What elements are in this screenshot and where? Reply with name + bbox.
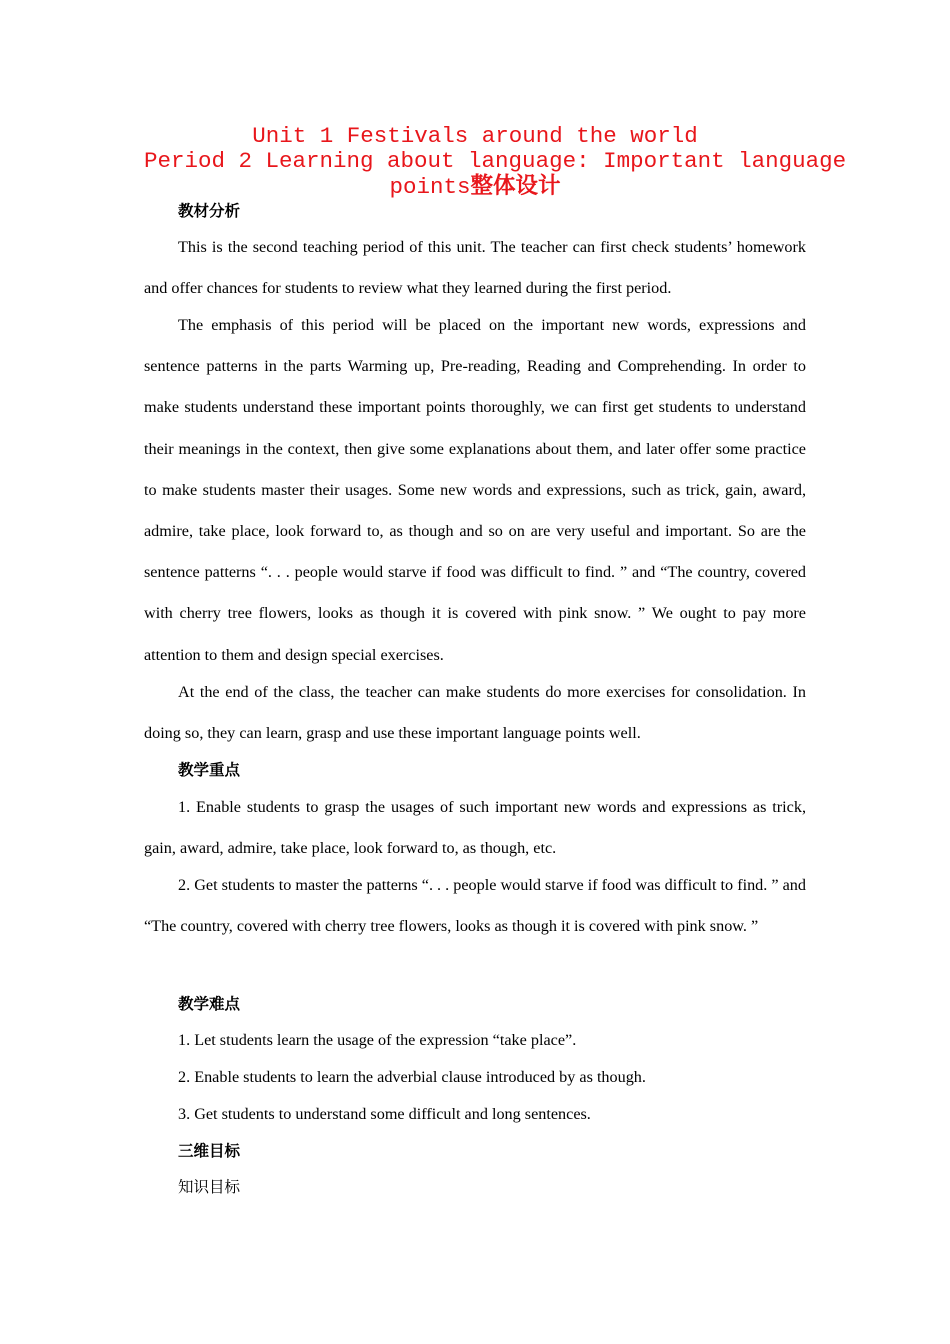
title-line-3-cjk: 整体设计	[470, 173, 561, 199]
title-line-2: Period 2 Learning about language: Important language	[144, 148, 847, 174]
analysis-paragraph-3: At the end of the class, the teacher can make students do more exercises for consolidation. In doing so, they can learn, grasp and use these important language points well.	[144, 683, 806, 743]
difficult-point-3: 3. Get students to understand some difficult and long sentences.	[178, 1105, 591, 1123]
heading-key-points: 教学重点	[178, 761, 241, 779]
analysis-paragraph-2: The emphasis of this period will be placed on the important new words, expressions and sentence patterns in the parts Warming up, Pre-reading, Reading and Comprehending. In order to make students understand these important points thoroughly, we can first get students to understand their meanings in the context, then give some explanations about them, and later offer some practice to make students master their usages. Some new words and expressions, such as trick, gain, award, admire, take place, look forward to, as though and so on are very useful and important. So are the sentence patterns “. . . people would starve if food was difficult to find. ” and “The country, covered with cherry tree flowers, looks as though it is covered with pink snow. ” We ought to pay more attention to them and design special exercises.	[144, 316, 806, 664]
analysis-paragraph-1: This is the second teaching period of this unit. The teacher can first check students’ homework and offer chances for students to review what they learned during the first period.	[144, 238, 806, 298]
difficult-point-2: 2. Enable students to learn the adverbial clause introduced by as though.	[178, 1068, 646, 1086]
heading-textbook-analysis: 教材分析	[178, 202, 241, 220]
title-line-3	[144, 174, 806, 200]
heading-difficult-points: 教学难点	[178, 995, 241, 1013]
heading-three-dimensional-objectives: 三维目标	[178, 1142, 241, 1160]
key-point-2: 2. Get students to master the patterns “. . . people would starve if food was difficult to find. ” and “The country, covered with cherry tree flowers, looks as though it is covered with pink snow. ”	[144, 876, 806, 936]
difficult-point-1: 1. Let students learn the usage of the expression “take place”.	[178, 1031, 577, 1049]
title-line-3-latin: points	[389, 174, 471, 200]
knowledge-objectives-label: 知识目标	[178, 1178, 241, 1196]
key-point-1: 1. Enable students to grasp the usages of such important new words and expressions as trick, gain, award, admire, take place, look forward to, as though, etc.	[144, 798, 806, 858]
title-line-1: Unit 1 Festivals around the world	[252, 123, 698, 149]
